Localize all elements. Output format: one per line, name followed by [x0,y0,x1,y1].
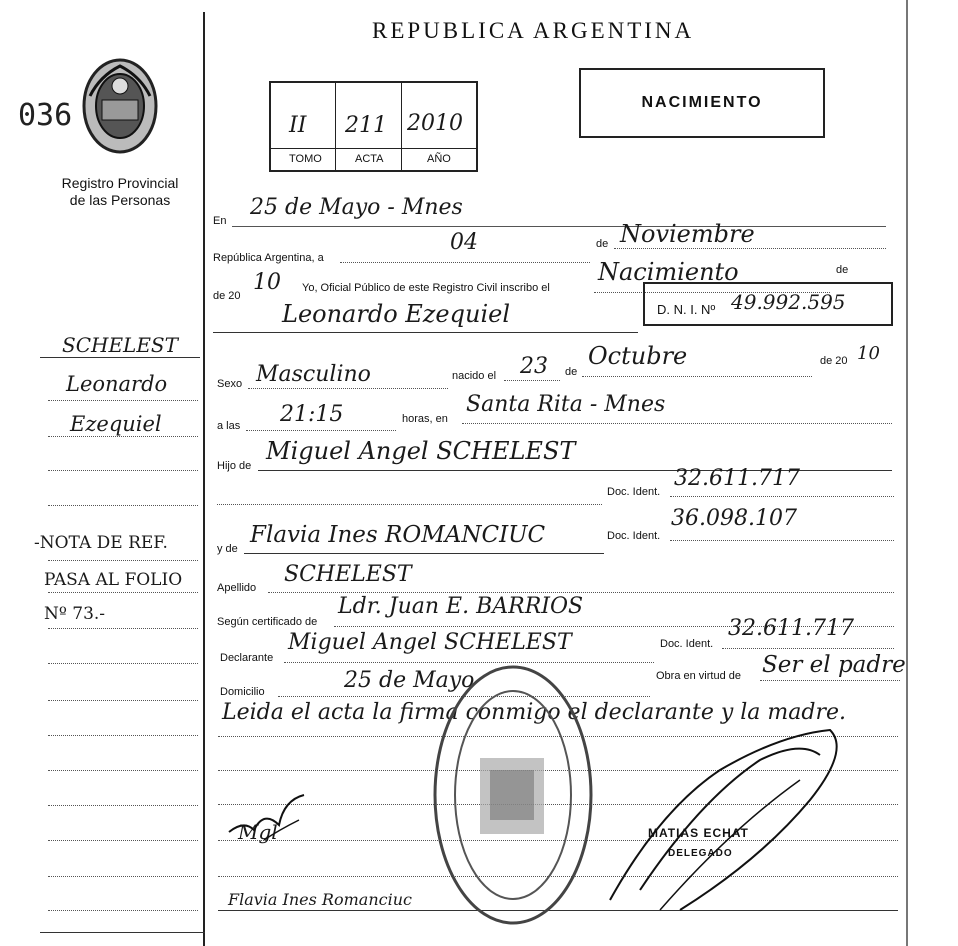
de-label-2: de [836,264,849,276]
acta-label: ACTA [355,153,384,165]
sexo-label: Sexo [217,378,243,390]
anio-label: AÑO [427,153,451,165]
inscribo-label: Yo, Oficial Público de este Registro Civil inscribo el [302,282,550,294]
dni-label: D. N. I. Nº [657,302,716,317]
obra-label: Obra en virtud de [656,670,741,682]
margin-note-3: Nº 73.- [44,604,106,624]
segun-label: Según certificado de [217,616,318,628]
birth-year-value: 10 [857,343,880,364]
signature-scribble-icon [224,790,314,850]
de20b-label: de 20 [820,355,848,367]
declarante-label: Declarante [220,652,274,664]
tomo-label: TOMO [289,153,322,165]
en-label: En [213,215,227,227]
de-label-3: de [565,366,578,378]
acta-value: 211 [345,113,387,138]
dni-box [643,282,893,326]
virtue-value: Ser el padre [762,652,906,678]
declarant-doc-label: Doc. Ident. [660,638,714,650]
time-value: 21:15 [280,402,344,427]
official-name: MATIAS ECHAT [648,826,749,840]
record-box [269,81,478,172]
certificate-value: Ldr. Juan E. BARRIOS [338,594,584,619]
father-doc-label: Doc. Ident. [607,486,661,498]
horas-label: horas, en [402,413,448,425]
mother-doc-label: Doc. Ident. [607,530,661,542]
a-las-label: a las [217,420,241,432]
nacido-label: nacido el [452,370,497,382]
tomo-value: II [289,113,307,138]
y-de-label: y de [217,543,238,555]
closing-statement: Leida el acta la firma conmigo el declarante y la madre. [222,700,846,725]
father-signature: Mgl [238,820,278,844]
act-type-value: Nacimiento [598,258,739,286]
anio-value: 2010 [407,111,463,136]
margin-surname: SCHELEST [62,333,178,357]
official-signature-icon [600,720,860,920]
declarant-value: Miguel Angel SCHELEST [288,630,572,655]
official-stamp-icon [428,660,598,930]
margin-name-2: Ezequiel [70,412,162,436]
page-title: REPUBLICA ARGENTINA [372,18,695,43]
address-value: 25 de Mayo [344,668,475,693]
domicilio-label: Domicilio [220,686,265,698]
registry-line-1: Registro Provincial [61,175,179,191]
place-value: 25 de Mayo - Mnes [250,195,463,220]
registry-line-2: de las Personas [69,192,171,208]
mother-signature: Flavia Ines Romanciuc [228,890,412,909]
republica-label: República Argentina, a [213,252,324,264]
birth-place-value: Santa Rita - Mnes [466,392,666,417]
registry-label [40,175,200,209]
mother-doc-value: 36.098.107 [671,506,797,531]
document-type: NACIMIENTO [641,94,763,111]
mother-value: Flavia Ines ROMANCIUC [250,522,546,548]
apellido-label: Apellido [217,582,257,594]
margin-note-1: -NOTA DE REF. [34,533,168,553]
folio-number: 036 [18,98,73,133]
margin-divider [203,12,205,946]
birth-month-value: Octubre [588,342,688,370]
margin-note-2: PASA AL FOLIO [44,570,183,590]
birth-day-value: 23 [520,354,548,379]
hijo-label: Hijo de [217,460,252,472]
surname-value: SCHELEST [284,562,412,587]
sex-value: Masculino [256,362,371,387]
month-value: Noviembre [620,220,755,248]
day-value: 04 [450,230,478,255]
margin-name-1: Leonardo [66,372,168,396]
father-value: Miguel Angel SCHELEST [266,437,576,465]
de-label-1: de [596,238,609,250]
right-border [906,0,908,946]
year-value: 10 [253,270,281,295]
child-name-value: Leonardo Ezequiel [282,300,511,328]
declarant-doc-value: 32.611.717 [728,616,854,641]
father-doc-value: 32.611.717 [674,466,800,491]
official-role: DELEGADO [668,848,733,859]
dni-value: 49.992.595 [731,290,846,314]
coat-of-arms-icon [80,56,160,156]
de20-label: de 20 [213,290,241,302]
document-type-box [579,68,825,138]
